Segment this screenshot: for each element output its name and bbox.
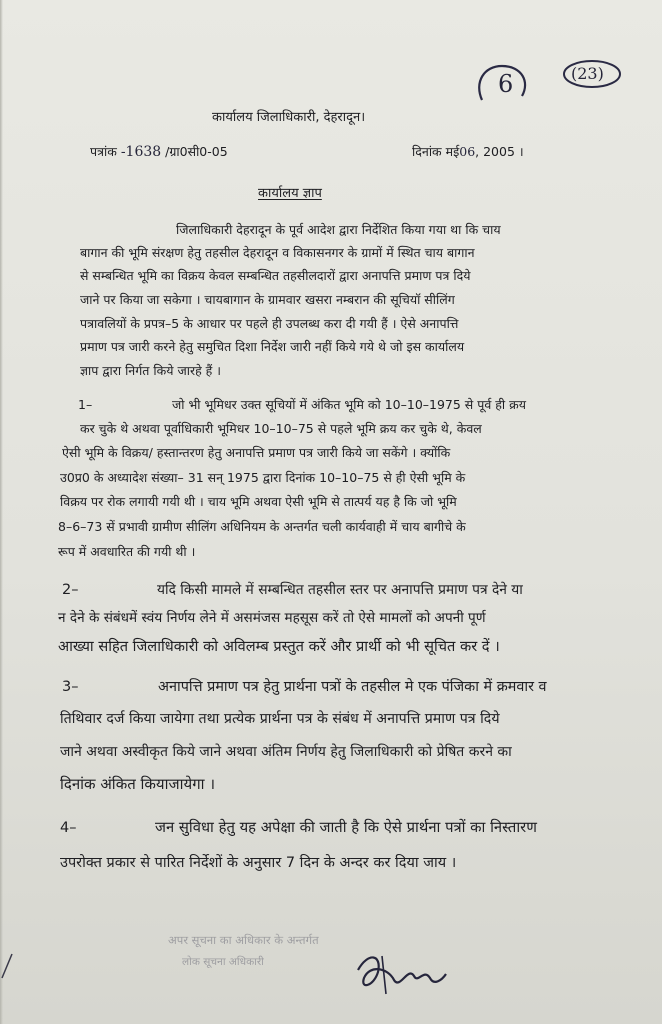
subject-heading: कार्यालय ज्ञाप [258, 186, 322, 201]
handwritten-page-number: 6 [498, 70, 514, 98]
stamp-line: अपर सूचना का अधिकार के अन्तर्गत [168, 933, 319, 947]
point-line: तिथिवार दर्ज किया जायेगा तथा प्रत्येक प्रार्थना पत्र के संबंध में अनापत्ति प्रमाण पत्र दिये [60, 711, 500, 727]
stamp-line: लोक सूचना अधिकारी [182, 956, 264, 968]
intro-line: प्रमाण पत्र जारी करने हेतु समुचित दिशा निर्देश जारी नहीं किये गये थे जो इस कार्यालय [80, 339, 465, 354]
point-line: 8–6–73 सें प्रभावी ग्रामीण सीलिंग अधिनियम के अन्तर्गत चली कार्यवाही में चाय बागीचे के [58, 519, 466, 534]
intro-line: से सम्बन्धित भूमि का विक्रय केवल सम्बन्धित तहसीलदारों द्वारा अनापत्ति प्रमाण पत्र दिये [80, 268, 471, 283]
point-line: जो भी भूमिधर उक्त सूचियों में अंकित भूमि को 10–10–1975 से पूर्व ही क्रय [172, 397, 526, 412]
point-line: जन सुविधा हेतु यह अपेक्षा की जाती है कि ऐसे प्रार्थना पत्रों का निस्तारण [155, 819, 537, 836]
date-handwritten: 06 [459, 144, 476, 159]
point-line: अनापत्ति प्रमाण पत्र हेतु प्रार्थना पत्रों के तहसील मे एक पंजिका में क्रमवार व [158, 679, 547, 695]
point-line: यदि किसी मामले में सम्बन्धित तहसील स्तर पर अनापत्ति प्रमाण पत्र देने या [157, 582, 523, 598]
point-line: न देने के संबंधमें स्वंय निर्णय लेने में असमंजस महसूस करें तो ऐसे मामलों को अपनी पूर्ण [58, 610, 486, 626]
page-fold-shadow [0, 0, 3, 1024]
office-title: कार्यालय जिलाधिकारी, देहरादून। [212, 110, 366, 125]
date-row [412, 144, 524, 160]
letter-number-suffix: /ग्रा0सी0-05 [165, 144, 228, 159]
point-number: 4– [60, 820, 77, 836]
point-number: 3– [62, 679, 79, 695]
letter-number-row [90, 144, 228, 160]
intro-line: पत्रावलियों के प्रपत्र–5 के आधार पर पहले ही उपलब्ध करा दी गयी हैं । ऐसे अनापत्ति [80, 316, 459, 331]
point-line: रूप में अवधारित की गयी थी । [58, 544, 196, 559]
intro-line: बागान की भूमि संरक्षण हेतु तहसील देहरादून व विकासनगर के ग्रामों में स्थित चाय बागान [80, 245, 475, 260]
point-number: 1– [78, 397, 93, 412]
point-line: उपरोक्त प्रकार से पारित निर्देशों के अनुसार 7 दिन के अन्दर कर दिया जाय । [60, 855, 457, 871]
letter-number-handwritten: -1638 [120, 144, 162, 160]
point-line: आख्या सहित जिलाधिकारी को अविलम्ब प्रस्तुत करें और प्रार्थी को भी सूचित कर दें । [58, 638, 500, 655]
intro-line: जाने पर किया जा सकेगा । चायबागान के ग्रामवार खसरा नम्बरान की सूचियॉ सीलिंग [80, 292, 455, 307]
margin-pen-mark [0, 950, 16, 980]
point-line: विक्रय पर रोक लगायी गयी थी । चाय भूमि अथवा ऐसी भूमि से तात्पर्य यह है कि जो भूमि [60, 494, 457, 509]
point-line: उ0प्र0 के अध्यादेश संख्या– 31 सन् 1975 द्वारा दिनांक 10–10–75 से ही ऐसी भूमि के [60, 470, 466, 485]
point-line: दिनांक अंकित कियाजायेगा । [60, 775, 216, 793]
intro-line: ज्ञाप द्वारा निर्गत किये जारहे हैं । [80, 363, 222, 378]
letter-number-label: पत्रांक [90, 144, 117, 159]
point-line: जाने अथवा अस्वीकृत किये जाने अथवा अंतिम निर्णय हेतु जिलाधिकारी को प्रेषित करने का [60, 744, 512, 760]
date-year: , 2005 । [475, 144, 524, 159]
intro-line: जिलाधिकारी देहरादून के पूर्व आदेश द्वारा निर्देशित किया गया था कि चाय [176, 222, 501, 237]
point-number: 2– [62, 582, 79, 598]
point-line: कर चुके थे अथवा पूर्वाधिकारी भूमिधर 10–10–75 से पहले भूमि क्रय कर चुके थे, केवल [80, 421, 482, 436]
date-label: दिनांक मई [412, 144, 460, 159]
point-line: ऐसी भूमि के विक्रय/ हस्तान्तरण हेतु अनापत्ति प्रमाण पत्र जारी किये जा सकेंगे । क्योंकि [62, 445, 451, 460]
handwritten-folio-number: (23) [571, 64, 604, 83]
signature [352, 950, 452, 1000]
